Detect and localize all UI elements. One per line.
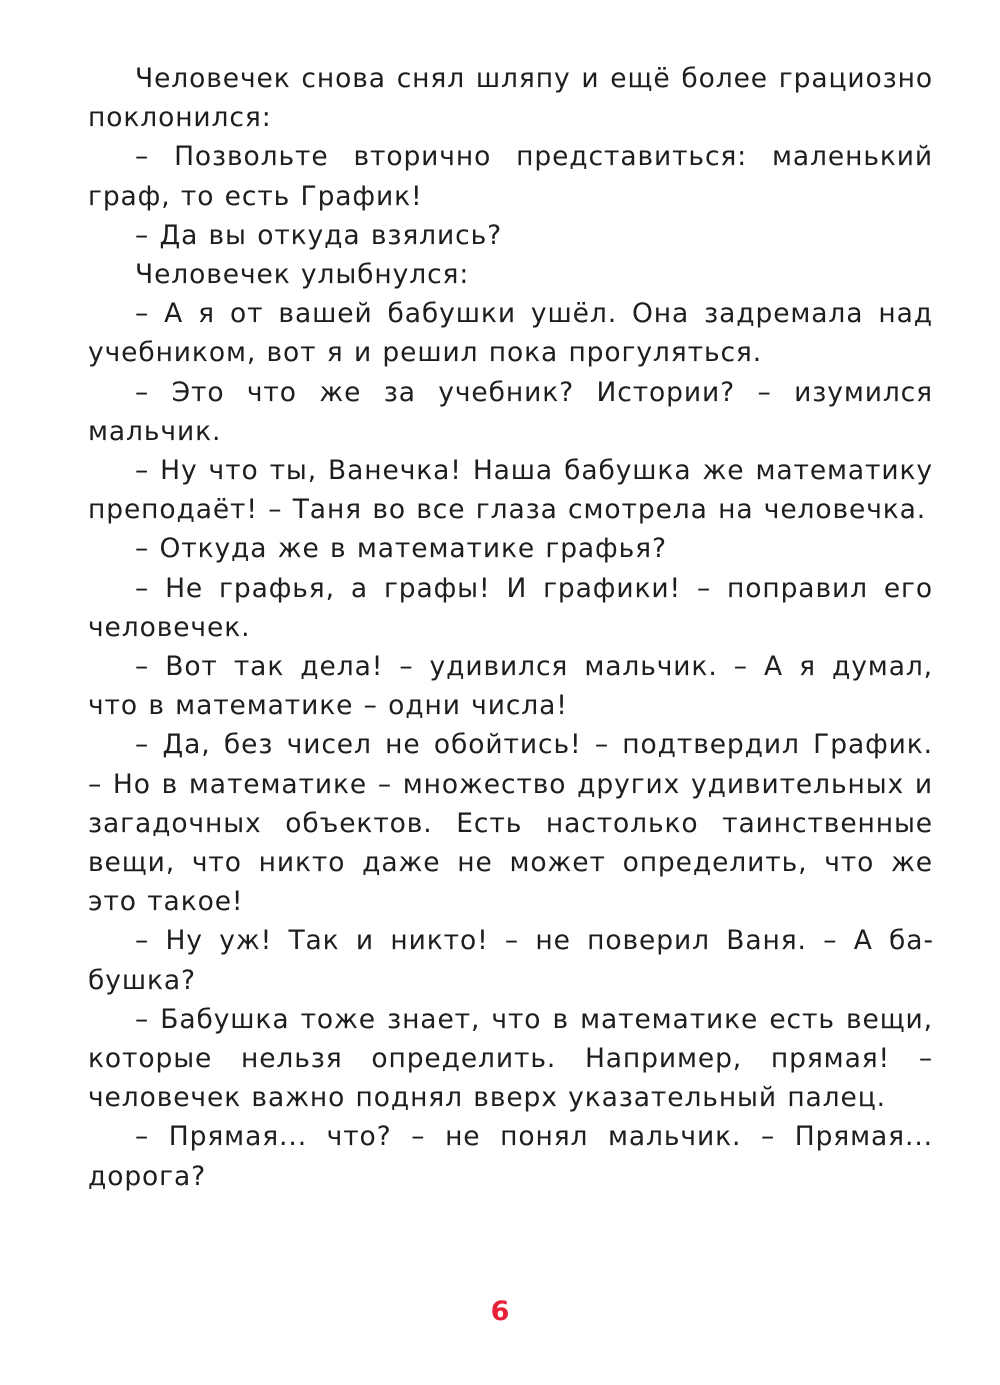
paragraph: – Ну что ты, Ванечка! Наша бабушка же математику преподаёт! – Таня во все глаза смотрела на человечка. [88,455,933,526]
paragraph: – Бабушка тоже знает, что в математике есть вещи, которые нельзя определить. Например, прямая! – человечек важно поднял вверх указательный палец. [88,1003,933,1114]
paragraph: – Позвольте вторично представиться: маленький граф, то есть График! [88,141,933,212]
paragraph: – Это что же за учебник? Истории? – изумился мальчик. [88,376,933,447]
paragraph: – А я от вашей бабушки ушёл. Она задремала над учебником, вот я и решил пока прогуляться. [88,298,933,369]
paragraph: – Ну уж! Так и никто! – не поверил Ваня. – А бабушка? [88,925,933,996]
paragraph: – Вот так дела! – удивился мальчик. – А я думал, что в математике – одни числа! [88,651,933,722]
page-text-body [88,59,933,1196]
paragraph: – Не графья, а графы! И графики! – поправил его человечек. [88,572,933,643]
paragraph: – Да вы откуда взялись? [135,219,503,251]
paragraph: – Откуда же в математике графья? [135,533,667,565]
page-number: 6 [490,1296,510,1327]
paragraph: Человечек улыбнулся: [135,259,470,291]
paragraph: – Да, без чисел не обойтись! – подтвердил График. – Но в математике – множество других удивительных и загадочных объектов. Есть настолько таинственные вещи, что никто даже не может определить, что же это такое! [88,729,933,918]
paragraph: Человечек снова снял шляпу и ещё более грациозно поклонился: [88,63,933,134]
paragraph: – Прямая... что? – не понял мальчик. – Прямая... дорога? [88,1121,933,1192]
